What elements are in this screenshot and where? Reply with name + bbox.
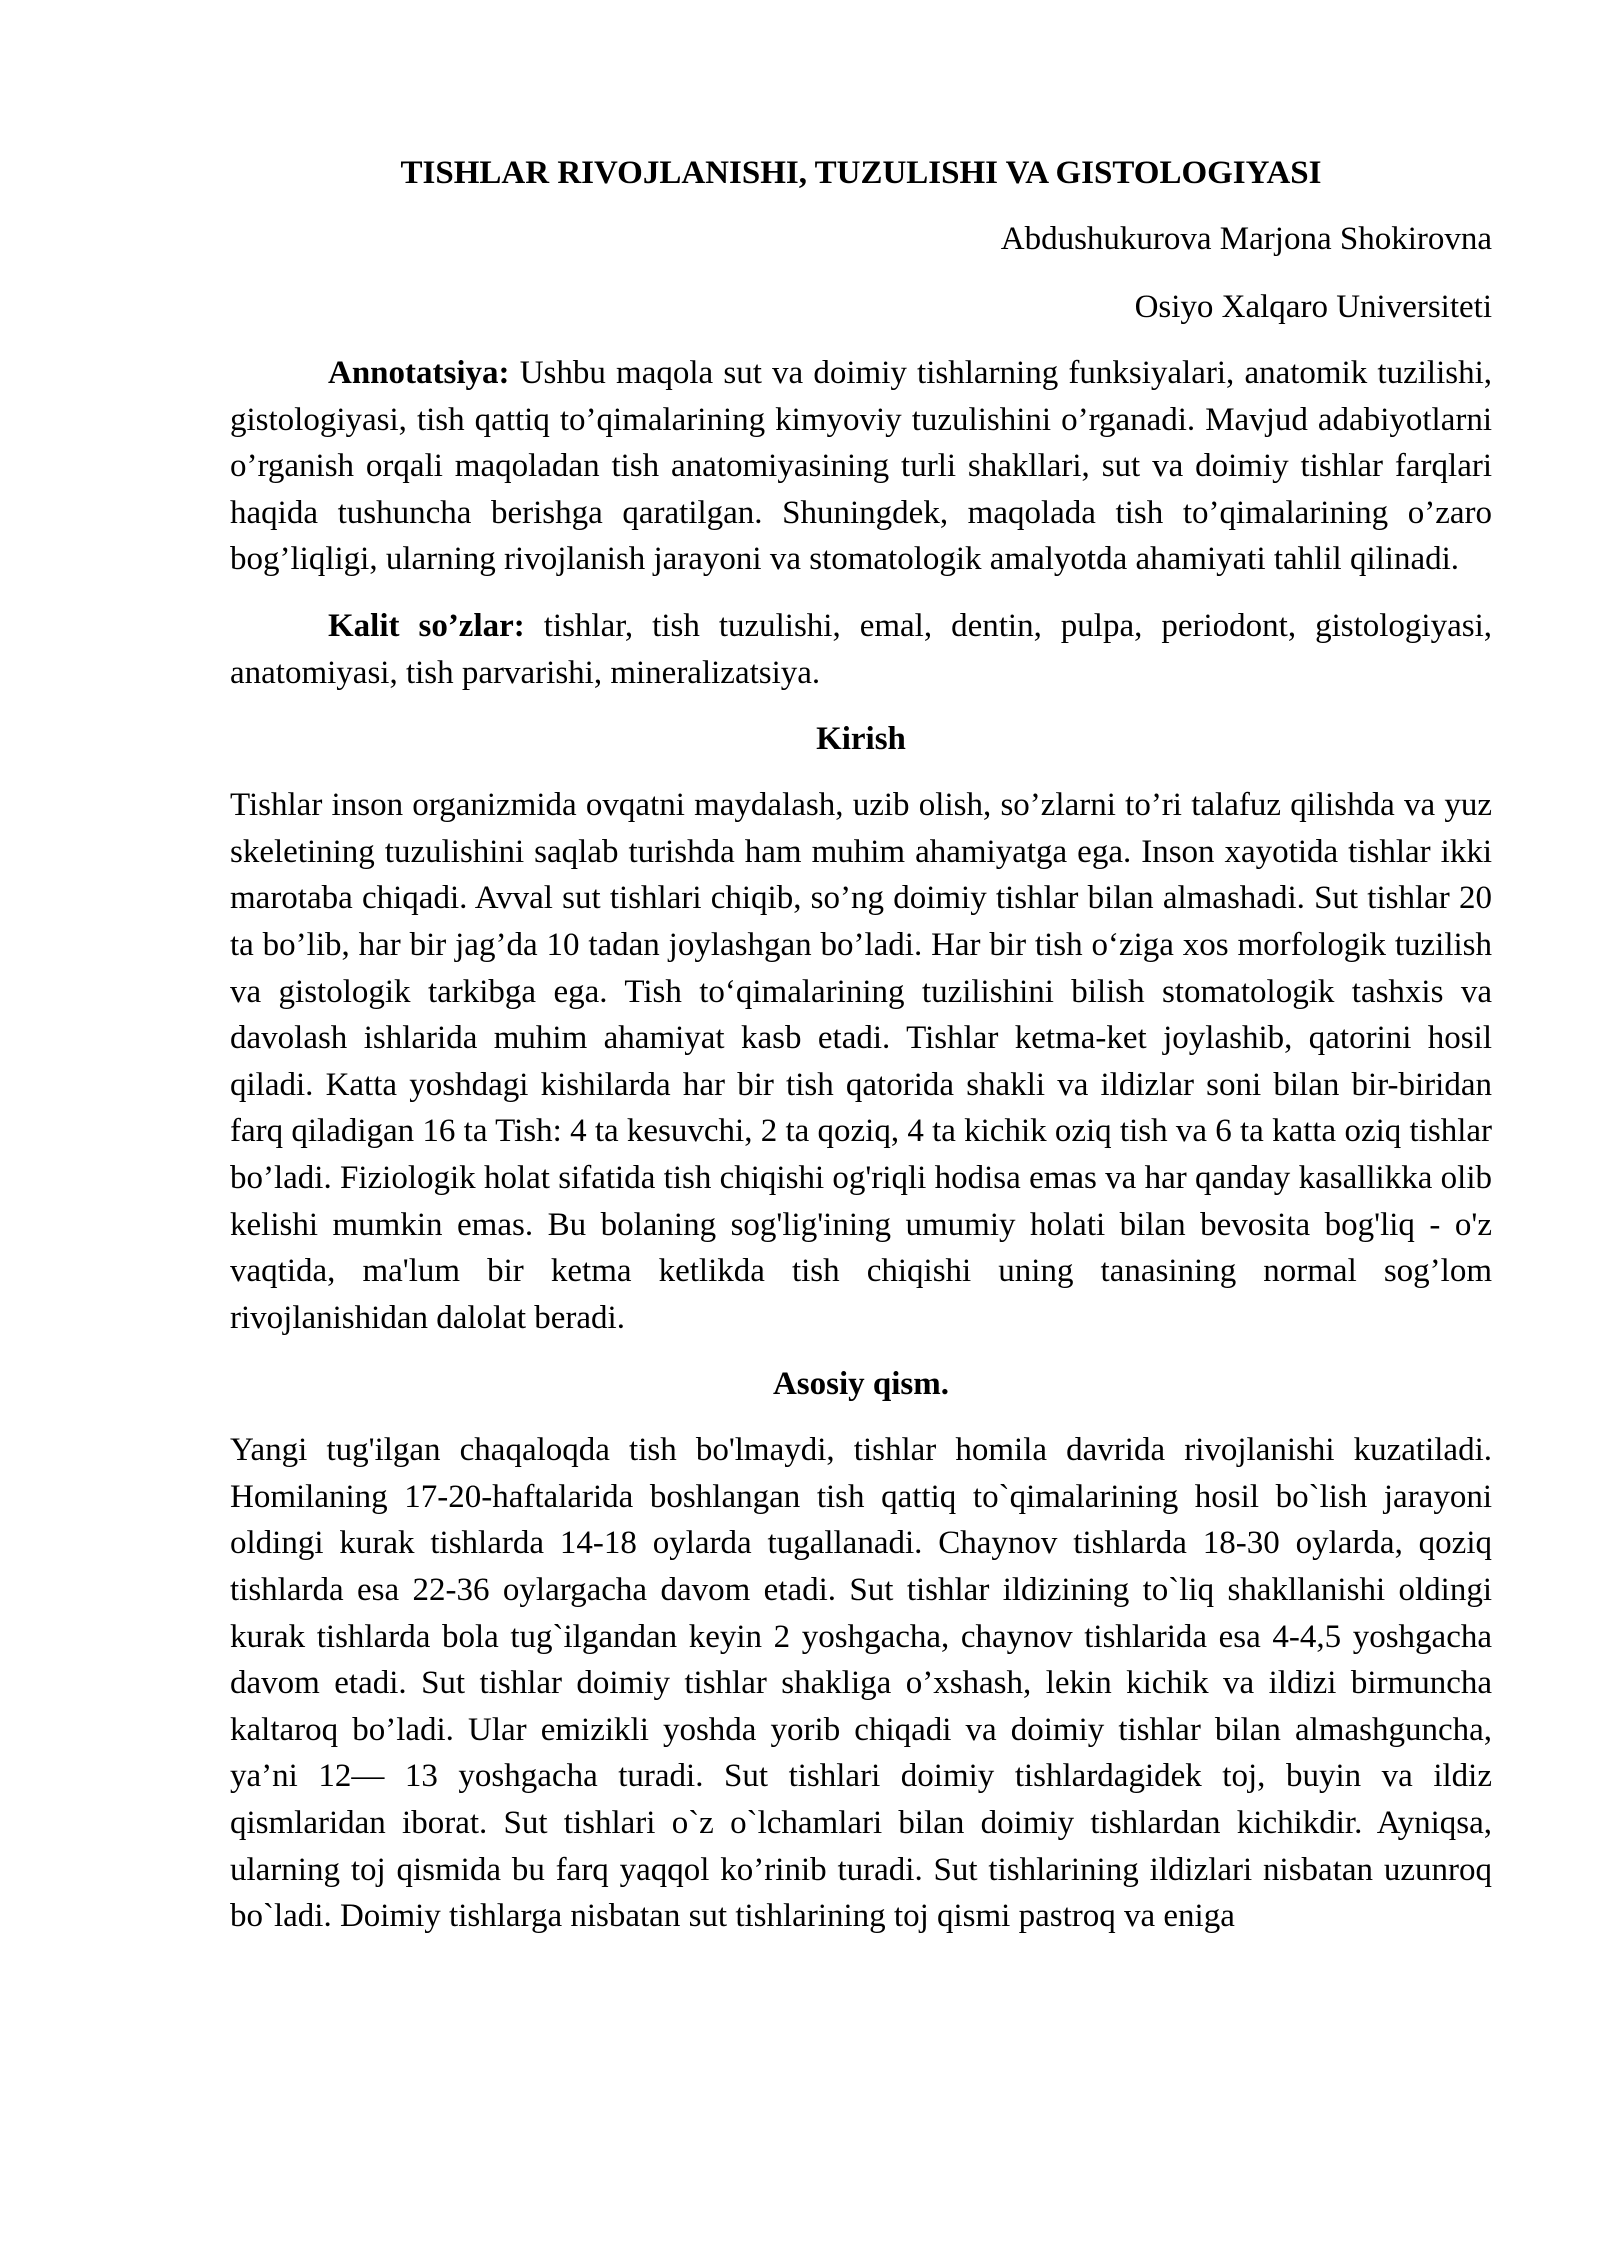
section-heading-introduction: Kirish <box>816 721 906 758</box>
author-affiliation: Osiyo Xalqaro Universiteti <box>1134 289 1492 325</box>
abstract-label: Annotatsiya: <box>328 355 510 391</box>
abstract-paragraph <box>230 350 1492 583</box>
introduction-paragraph: Tishlar inson organizmida ovqatni maydalash, uzib olish, so’zlarni to’ri talafuz qilishda va yuz skeletining tuzulishini saqlab turishda ham muhim ahamiyatga ega. Inson xayotida tishlar ikki marotaba chiqadi. Avval sut tishlari chiqib, so’ng doimiy tishlar bilan almashadi. Sut tishlar 20 ta bo’lib, har bir jag’da 10 tadan joylashgan bo’ladi. Har bir tish o‘ziga xos morfologik tuzilish va gistologik tarkibga ega. Tish to‘qimalarining tuzilishini bilish stomatologik tashxis va davolash ishlarida muhim ahamiyat kasb etadi. Tishlar ketma-ket joylashib, qatorini hosil qiladi. Katta yoshdagi kishilarda har bir tish qatorida shakli va ildizlar soni bilan bir-biridan farq qiladigan 16 ta Tish: 4 ta kesuvchi, 2 ta qoziq, 4 ta kichik oziq tish va 6 ta katta oziq tishlar bo’ladi. Fiziologik holat sifatida tish chiqishi og'riqli hodisa emas va har qanday kasallikka olib kelishi mumkin emas. Bu bolaning sog'lig'ining umumiy holati bilan bevosita bog'liq - o'z vaqtida, ma'lum bir ketma ketlikda tish chiqishi uning tanasining normal sog’lom rivojlanishidan dalolat beradi. <box>230 787 1493 1336</box>
keywords-text: tishlar, tish tuzulishi, emal, dentin, pulpa, periodont, gistologiyasi, anatomiyasi, tish parvarishi, mineralizatsiya. <box>230 607 1492 691</box>
keywords-paragraph <box>230 603 1492 696</box>
main-part-paragraph: Yangi tug'ilgan chaqaloqda tish bo'lmaydi, tishlar homila davrida rivojlanishi kuzatiladi. Homilaning 17-20-haftalarida boshlangan tish qattiq to`qimalarining hosil bo`lish jarayoni oldingi kurak tishlarda 14-18 oylarda tugallanadi. Chaynov tishlarda 18-30 oylarda, qoziq tishlarda esa 22-36 oylargacha davom etadi. Sut tishlar ildizining to`liq shakllanishi oldingi kurak tishlarda bola tug`ilgandan keyin 2 yoshgacha, chaynov tishlarida esa 4-4,5 yoshgacha davom etadi. Sut tishlar doimiy tishlar shakliga o’xshash, lekin kichik va ildizi birmuncha kaltaroq bo’ladi. Ular emizikli yoshda yorib chiqadi va doimiy tishlar bilan almashguncha, ya’ni 12— 13 yoshgacha turadi. Sut tishlari doimiy tishlardagidek toj, buyin va ildiz qismlaridan iborat. Sut tishlari o`z o`lchamlari bilan doimiy tishlardan kichikdir. Ayniqsa, ularning toj qismida bu farq yaqqol ko’rinib turadi. Sut tishlarining ildizlari nisbatan uzunroq bo`ladi. Doimiy tishlarga nisbatan sut tishlarining toj qismi pastroq va eniga <box>230 1432 1492 1935</box>
paper-title: TISHLAR RIVOJLANISHI, TUZULISHI VA GISTOLOGIYASI <box>400 155 1322 191</box>
document-page <box>230 150 1492 1940</box>
keywords-label: Kalit so’zlar: <box>328 607 525 644</box>
abstract-text: Ushbu maqola sut va doimiy tishlarning funksiyalari, anatomik tuzilishi, gistologiyasi, tish qattiq to’qimalarining kimyoviy tuzulishini o’rganadi. Mavjud adabiyotlarni o’rganish orqali maqoladan tish anatomiyasining turli shakllari, sut va doimiy tishlar farqlari haqida tushuncha berishga qaratilgan. Shuningdek, maqolada tish to’qimalarining o’zaro bog’liqligi, ularning rivojlanish jarayoni va stomatologik amalyotda ahamiyati tahlil qilinadi. <box>230 355 1492 578</box>
author-name: Abdushukurova Marjona Shokirovna <box>1000 221 1492 257</box>
section-heading-main-part: Asosiy qism. <box>772 1366 950 1403</box>
